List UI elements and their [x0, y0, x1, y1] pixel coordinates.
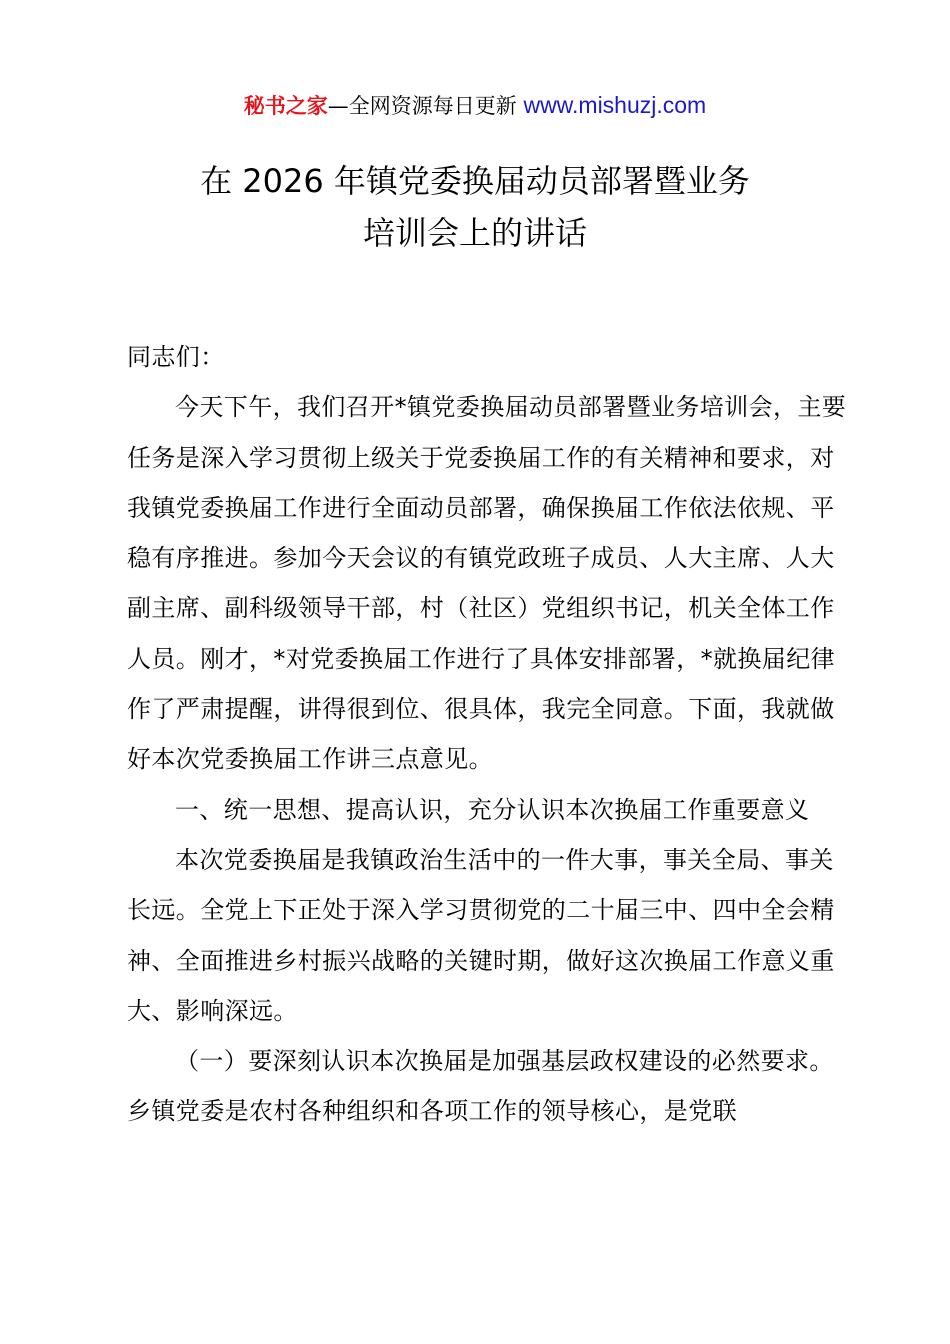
- site-header-banner: [0, 88, 950, 123]
- site-url-link[interactable]: www.mishuzj.com: [523, 92, 707, 118]
- site-tagline: —全网资源每日更新: [327, 94, 524, 118]
- document-body: [127, 332, 847, 1137]
- site-brand-name: 秘书之家: [243, 94, 328, 118]
- document-title: [0, 155, 950, 259]
- salutation: 同志们：: [127, 343, 225, 371]
- paragraph-opening: 今天下午，我们召开*镇党委换届动员部署暨业务培训会，主要任务是深入学习贯彻上级关于党委换届工作的有关精神和要求，对我镇党委换届工作进行全面动员部署，确保换届工作依法依规、平稳有序推进。参加今天会议的有镇党政班子成员、人大主席、人大副主席、副科级领导干部，村（社区）党组织书记，机关全体工作人员。刚才，*对党委换届工作进行了具体安排部署，*就换届纪律作了严肃提醒，讲得很到位、很具体，我完全同意。下面，我就做好本次党委换届工作讲三点意见。: [127, 393, 847, 774]
- document-title-line-2: 培训会上的讲话: [362, 214, 587, 252]
- paragraph-significance: 本次党委换届是我镇政治生活中的一件大事，事关全局、事关长远。全党上下正处于深入学习贯彻党的二十届三中、四中全会精神、全面推进乡村振兴战略的关键时期，做好这次换届工作意义重大、影响深远。: [127, 845, 835, 1025]
- section-heading-1: 一、统一思想、提高认识，充分认识本次换届工作重要意义: [175, 795, 810, 824]
- subsection-heading-1-1: （一）要深刻认识本次换届是加强基层政权建设的必然要求。乡镇党委是农村各种组织和各项工作的领导核心，是党联: [127, 1047, 834, 1126]
- document-title-line-1: 在 2026 年镇党委换届动员部署暨业务: [200, 162, 750, 200]
